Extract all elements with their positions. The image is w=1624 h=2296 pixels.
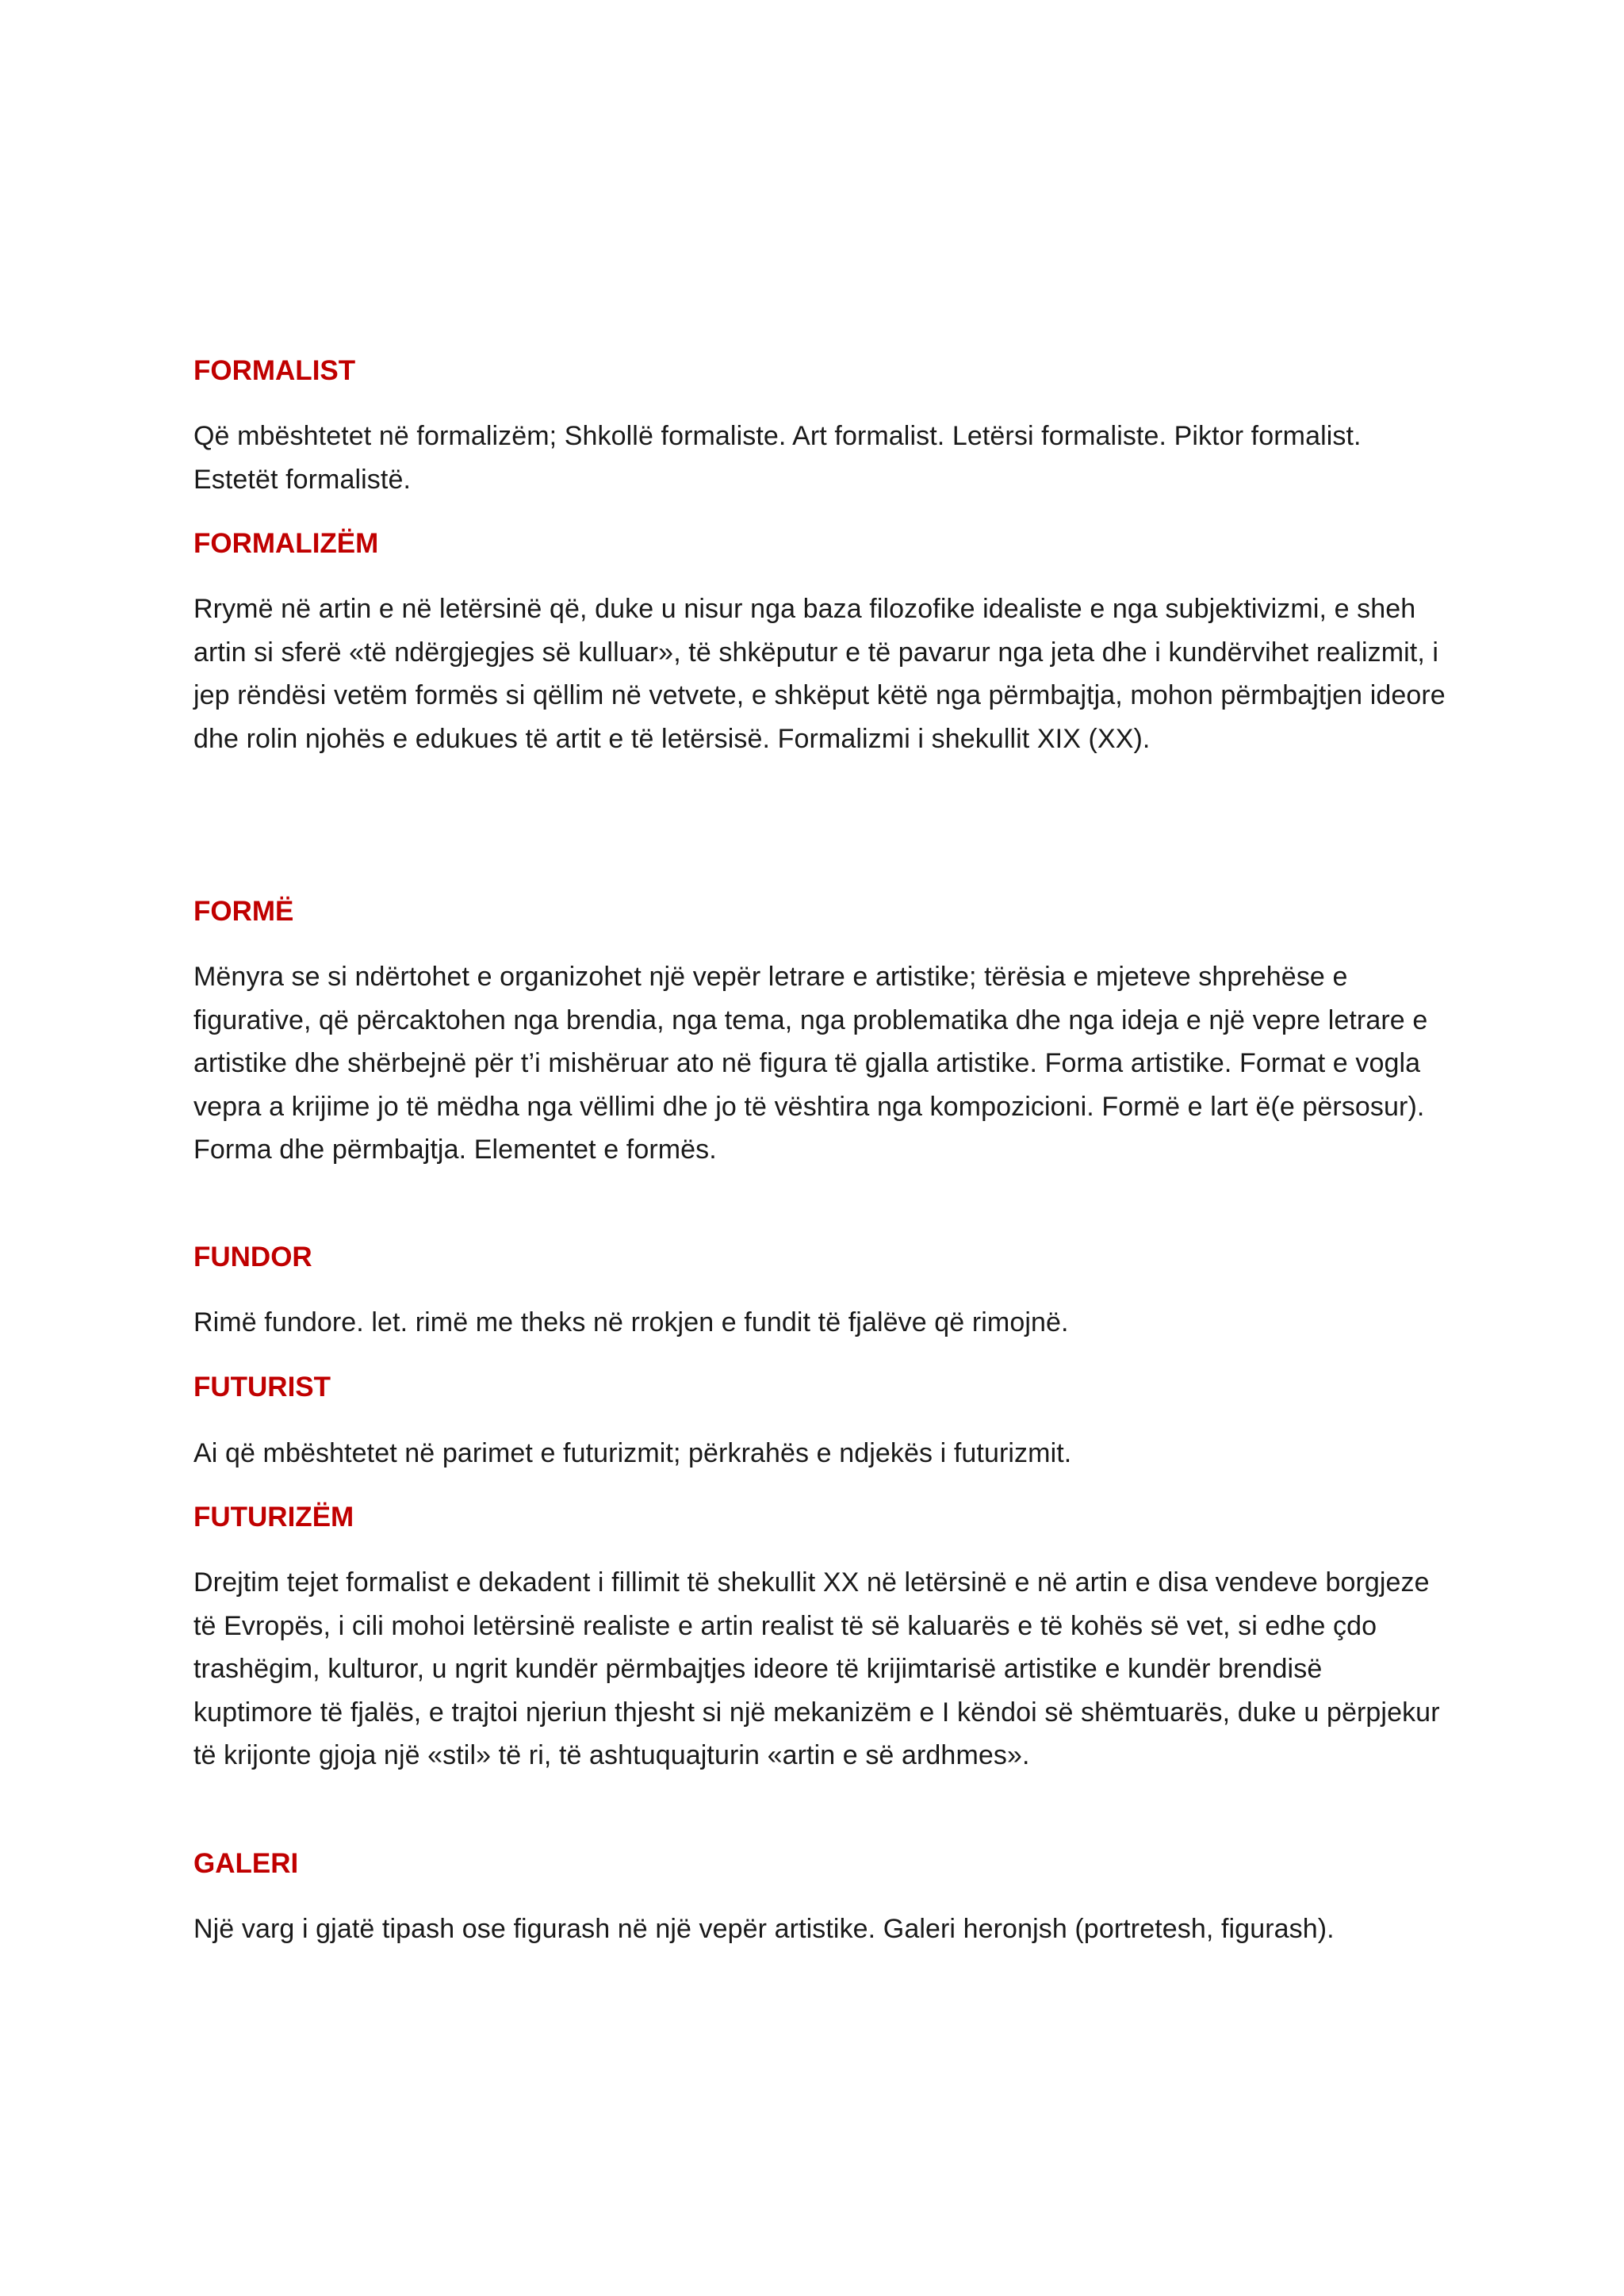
entry-term-fundor: FUNDOR — [193, 1242, 312, 1272]
entry-term-futurizem: FUTURIZËM — [193, 1502, 354, 1533]
entry-definition-formalizem: Rrymë në artin e në letërsinë që, duke u nisur nga baza filozofike idealiste e nga subjektivizmi, e sheh artin si sferë «të ndërgjegjes së kulluar», të shkëputur e të pavarur nga jeta dhe i kundërvihet realizmit, i jep rëndësi vetëm formës si qëllim në vetvete, e shkëput këtë nga përmbajtja, mohon përmbajtjen ideore dhe rolin njohës e edukues të artit e të letërsisë. Formalizmi i shekullit XIX (XX). — [193, 594, 1446, 754]
entry-term-galeri: GALERI — [193, 1848, 299, 1879]
entry-term-forme: FORMË — [193, 896, 294, 927]
entry-term-formalizem: FORMALIZËM — [193, 528, 379, 559]
entry-definition-galeri: Një varg i gjatë tipash ose figurash në një vepër artistike. Galeri heronjsh (portretesh, figurash). — [193, 1914, 1335, 1944]
entry-definition-futurizem: Drejtim tejet formalist e dekadent i fillimit të shekullit XX në letërsinë e në artin e disa vendeve borgjeze të Evropës, i cili mohoi letërsinë realiste e artin realist të së kaluarës e të kohës së vet, si edhe çdo trashëgim, kulturor, u ngrit kundër përmbajtjes ideore të krijimtarisë artistike e kundër brendisë kuptimore të fjalës, e trajtoi njeriun thjesht si një mekanizëm e I këndoi së shëmtuarës, duke u përpjekur të krijonte gjoja një «stil» të ri, të ashtuquajturin «artin e së ardhmes». — [193, 1567, 1440, 1770]
entry-definition-forme: Mënyra se si ndërtohet e organizohet një vepër letrare e artistike; tërësia e mjeteve shprehëse e figurative, që përcaktohen nga brendia, nga tema, nga problematika dhe nga ideja e një vepre letrare e artistike dhe shërbejnë për t’i mishëruar ato në figura të gjalla artistike. Forma artistike. Format e vogla vepra a krijime jo të mëdha nga vëllimi dhe jo të vështira nga kompozicioni. Formë e lart ë(e përsosur). Forma dhe përmbajtja. Elementet e formës. — [193, 962, 1428, 1165]
entry-definition-fundor: Rimë fundore. let. rimë me theks në rrokjen e fundit të fjalëve që rimojnë. — [193, 1307, 1069, 1337]
entry-term-formalist: FORMALIST — [193, 355, 356, 386]
entry-definition-futurist: Ai që mbështetet në parimet e futurizmit; përkrahës e ndjekës i futurizmit. — [193, 1438, 1072, 1468]
entry-term-futurist: FUTURIST — [193, 1372, 331, 1402]
entry-definition-formalist: Që mbështetet në formalizëm; Shkollë formaliste. Art formalist. Letërsi formaliste. Piktor formalist. Estetët formalistë. — [193, 421, 1362, 495]
